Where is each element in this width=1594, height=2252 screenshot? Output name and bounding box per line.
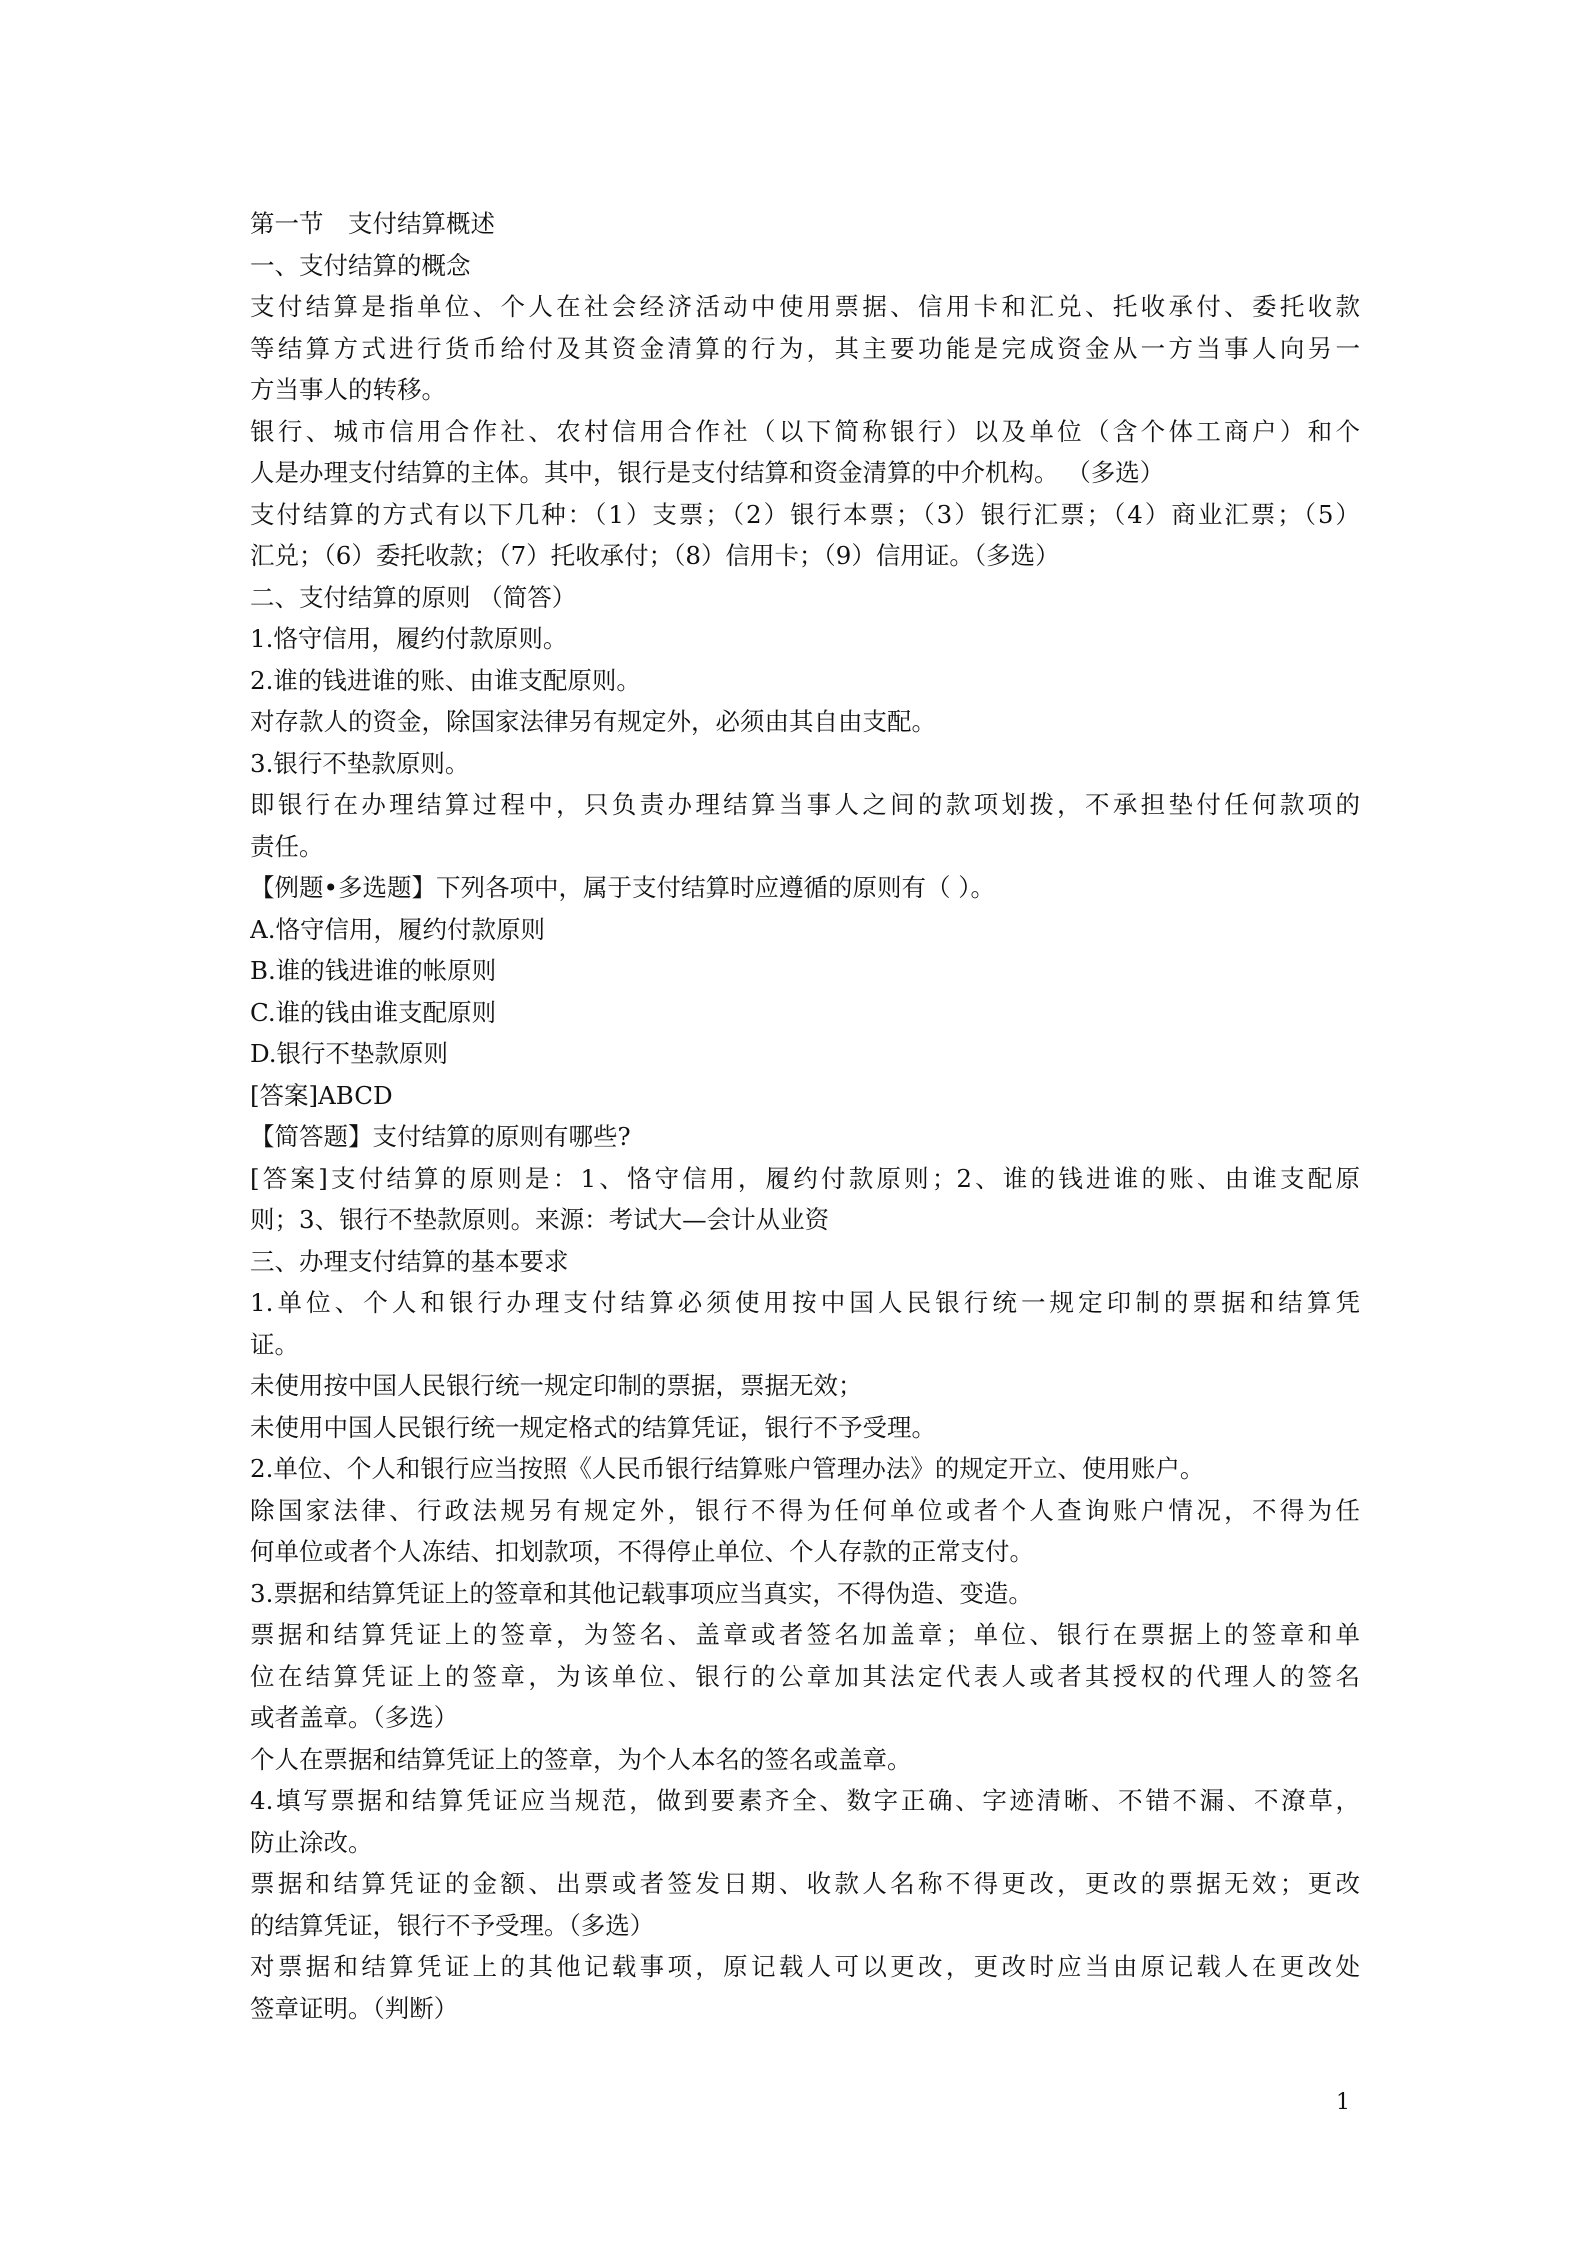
text-line: 第一节 支付结算概述 — [250, 209, 495, 238]
text-line: 防止涂改。 — [250, 1827, 373, 1857]
text-line: 签章证明。（判断） — [250, 1993, 459, 2023]
text-line: 支付结算是指单位、个人在社会经济活动中使用票据、信用卡和汇兑、托收承付、委托收款 — [250, 292, 1360, 321]
text-line: 个人在票据和结算凭证上的签章，为个人本名的签名或盖章。 — [250, 1744, 912, 1774]
text-line: 1.恪守信用，履约付款原则。 — [250, 624, 568, 653]
text-line: 位在结算凭证上的签章，为该单位、银行的公章加其法定代表人或者其授权的代理人的签名 — [250, 1661, 1360, 1691]
text-line: 何单位或者个人冻结、扣划款项，不得停止单位、个人存款的正常支付。 — [250, 1537, 1034, 1566]
text-line: A.恪守信用，履约付款原则 — [250, 914, 545, 944]
text-line: 未使用按中国人民银行统一规定印制的票据，票据无效； — [250, 1371, 863, 1400]
text-line: [答案]支付结算的原则是：1、恪守信用，履约付款原则；2、谁的钱进谁的账、由谁支配原 — [250, 1163, 1360, 1193]
text-line: 3.票据和结算凭证上的签章和其他记载事项应当真实，不得伪造、变造。 — [250, 1578, 1033, 1608]
text-line: 2.谁的钱进谁的账、由谁支配原则。 — [250, 665, 641, 695]
text-line: 的结算凭证，银行不予受理。（多选） — [250, 1910, 655, 1940]
text-line: 【例题•多选题】下列各项中，属于支付结算时应遵循的原则有（ ）。 — [250, 873, 995, 902]
text-line: C.谁的钱由谁支配原则 — [250, 997, 497, 1027]
text-line: 或者盖章。（多选） — [250, 1703, 459, 1732]
text-line: 等结算方式进行货币给付及其资金清算的行为，其主要功能是完成资金从一方当事人向另一 — [250, 333, 1360, 363]
text-line: 票据和结算凭证的金额、出票或者签发日期、收款人名称不得更改，更改的票据无效；更改 — [250, 1869, 1360, 1898]
text-line: 责任。 — [250, 831, 324, 861]
text-line: 人是办理支付结算的主体。其中，银行是支付结算和资金清算的中介机构。 （多选） — [250, 458, 1165, 487]
text-line: 3.银行不垫款原则。 — [250, 748, 470, 778]
text-line: 一、支付结算的概念 — [250, 250, 471, 280]
text-line: 4.填写票据和结算凭证应当规范，做到要素齐全、数字正确、字迹清晰、不错不漏、不潦草， — [250, 1786, 1360, 1815]
text-line: 汇兑；（6）委托收款；（7）托收承付；（8）信用卡；（9）信用证。（多选） — [250, 541, 1060, 570]
text-line: 对票据和结算凭证上的其他记载事项，原记载人可以更改，更改时应当由原记载人在更改处 — [250, 1952, 1360, 1981]
text-line: 票据和结算凭证上的签章，为签名、盖章或者签名加盖章；单位、银行在票据上的签章和单 — [250, 1620, 1360, 1649]
text-line: 二、支付结算的原则 （简答） — [250, 582, 577, 612]
text-line: 则；3、银行不垫款原则。来源：考试大—会计从业资 — [250, 1205, 830, 1234]
text-line: 方当事人的转移。 — [250, 375, 446, 404]
document-body — [250, 203, 1360, 2029]
text-line: 银行、城市信用合作社、农村信用合作社（以下简称银行）以及单位（含个体工商户）和个 — [250, 416, 1360, 446]
text-line: 除国家法律、行政法规另有规定外，银行不得为任何单位或者个人查询账户情况，不得为任 — [250, 1495, 1360, 1525]
page-number: 1 — [1336, 2090, 1350, 2115]
text-line: 【简答题】支付结算的原则有哪些? — [250, 1122, 631, 1151]
text-line: 未使用中国人民银行统一规定格式的结算凭证，银行不予受理。 — [250, 1412, 936, 1442]
text-line: 证。 — [250, 1329, 299, 1359]
text-line: 即银行在办理结算过程中，只负责办理结算当事人之间的款项划拨，不承担垫付任何款项的 — [250, 790, 1360, 819]
text-line: 2.单位、个人和银行应当按照《人民币银行结算账户管理办法》的规定开立、使用账户。 — [250, 1454, 1205, 1483]
text-line: 三、办理支付结算的基本要求 — [250, 1246, 569, 1276]
text-line: [答案]ABCD — [250, 1080, 393, 1110]
text-line: D.银行不垫款原则 — [250, 1039, 449, 1068]
text-line: B.谁的钱进谁的帐原则 — [250, 956, 497, 985]
text-line: 1.单位、个人和银行办理支付结算必须使用按中国人民银行统一规定印制的票据和结算凭 — [250, 1288, 1360, 1317]
text-line: 支付结算的方式有以下几种：（1）支票；（2）银行本票；（3）银行汇票；（4）商业汇票；（5） — [250, 499, 1360, 529]
text-line: 对存款人的资金，除国家法律另有规定外，必须由其自由支配。 — [250, 707, 936, 736]
